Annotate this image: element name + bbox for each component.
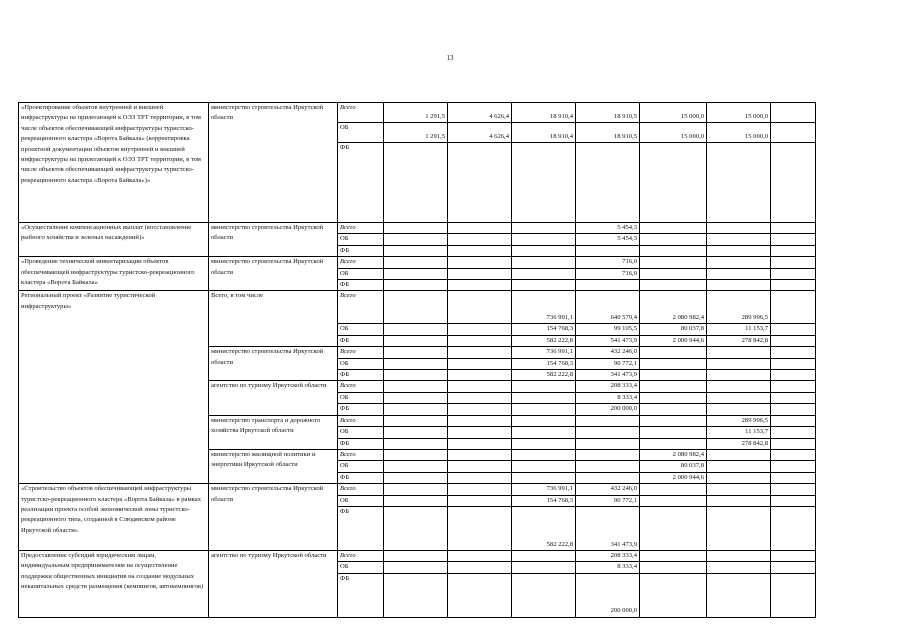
value-cell: 289 996,5 — [707, 415, 771, 426]
funding-source-label: Всего — [340, 450, 356, 458]
event-description: «Осуществление компенсационных выплат (восстановление рыбного хозяйства и зеленых насаждений)» — [19, 223, 209, 257]
value-cell — [640, 392, 707, 403]
value-cell: 18 910,4 — [512, 103, 576, 123]
value-cell — [640, 245, 707, 256]
value-cell — [707, 143, 771, 223]
value-cell: 432 246,0 — [576, 484, 640, 495]
value-cell — [576, 438, 640, 449]
value-cell: 90 772,1 — [576, 495, 640, 506]
value-cell — [512, 257, 576, 268]
responsible-executor: министерство транспорта и дорожного хозяйства Иркутской области — [209, 415, 338, 449]
funding-source-label: Всего — [340, 104, 356, 111]
funding-source — [338, 495, 384, 506]
value-cell — [640, 234, 707, 245]
funding-source — [338, 484, 384, 495]
responsible-executor: министерство строительства Иркутской области — [209, 484, 338, 551]
funding-source — [338, 103, 384, 123]
event-description: «Проектирование объектов внутренней и внешней инфраструктуры на прилегающей к ОЭЗ ТРТ территории, в том числе объектов обеспечивающей инфраструктуры туристско-рекреационного кластера «Ворота Байкала» (корректировка проектной документации объектов внутренней и внешней инфраструктуры на прилегающей к ОЭЗ ТРТ территории, в том числе объектов обеспечивающей инфраструктуры туристско-рекреационного кластера «Ворота Байкала»)» — [19, 103, 209, 223]
table-row — [19, 103, 816, 123]
value-cell — [771, 550, 816, 561]
value-cell — [448, 573, 512, 617]
funding-source-label: ФБ — [340, 574, 349, 582]
funding-source-label: ФБ — [340, 473, 349, 481]
responsible-executor: агентство по туризму Иркутской области — [209, 381, 338, 415]
value-cell — [771, 143, 816, 223]
value-cell — [707, 280, 771, 291]
value-cell — [707, 268, 771, 279]
value-cell — [512, 427, 576, 438]
value-cell — [576, 415, 640, 426]
value-cell — [448, 347, 512, 358]
value-cell: 8 333,4 — [576, 392, 640, 403]
value-cell: 2 000 944,6 — [640, 335, 707, 346]
value-cell — [707, 562, 771, 573]
value-cell — [448, 291, 512, 324]
funding-source-label: ФБ — [340, 405, 349, 413]
value-cell: 208 333,4 — [576, 550, 640, 561]
value-cell — [448, 257, 512, 268]
value-cell — [707, 234, 771, 245]
value-cell — [576, 143, 640, 223]
value-cell — [707, 573, 771, 617]
value-cell — [448, 461, 512, 472]
value-cell — [384, 495, 448, 506]
value-cell: 11 153,7 — [707, 427, 771, 438]
value-cell: 716,0 — [576, 268, 640, 279]
funding-source-label: Всего — [340, 292, 356, 300]
value-cell — [448, 245, 512, 256]
value-cell — [771, 335, 816, 346]
table-row — [19, 223, 816, 234]
value-cell — [771, 103, 816, 123]
funding-source — [338, 472, 384, 483]
funding-source-label: ОБ — [340, 563, 349, 571]
value-cell — [771, 291, 816, 324]
value-cell: 736 991,1 — [512, 484, 576, 495]
value-cell — [512, 573, 576, 617]
value-cell — [707, 506, 771, 550]
value-cell — [384, 324, 448, 335]
value-cell — [707, 550, 771, 561]
value-cell: 640 579,4 — [576, 291, 640, 324]
value-cell — [771, 268, 816, 279]
funding-source-label: ОБ — [340, 393, 349, 401]
value-cell: 18 910,5 — [576, 123, 640, 143]
value-cell — [771, 562, 816, 573]
funding-source-label: ФБ — [340, 371, 349, 379]
value-cell — [384, 234, 448, 245]
value-cell — [771, 573, 816, 617]
funding-source — [338, 257, 384, 268]
value-cell — [448, 392, 512, 403]
funding-source — [338, 415, 384, 426]
funding-source-label: ОБ — [340, 124, 349, 131]
value-cell: 289 996,5 — [707, 291, 771, 324]
value-cell: 278 842,8 — [707, 335, 771, 346]
value-cell — [576, 461, 640, 472]
funding-source-label: Всего — [340, 258, 356, 266]
value-cell — [707, 347, 771, 358]
value-cell — [640, 280, 707, 291]
value-cell — [771, 280, 816, 291]
funding-source — [338, 370, 384, 381]
funding-source-label: ОБ — [340, 325, 349, 333]
funding-source-label: ОБ — [340, 462, 349, 470]
value-cell: 80 037,8 — [640, 324, 707, 335]
value-cell: 4 626,4 — [448, 123, 512, 143]
value-cell — [771, 438, 816, 449]
value-cell — [640, 404, 707, 415]
value-cell — [448, 143, 512, 223]
value-cell — [448, 335, 512, 346]
value-cell — [512, 461, 576, 472]
value-cell — [771, 415, 816, 426]
value-cell: 208 333,4 — [576, 381, 640, 392]
funding-source — [338, 358, 384, 369]
value-cell — [771, 358, 816, 369]
value-cell — [771, 404, 816, 415]
value-cell — [384, 143, 448, 223]
funding-source — [338, 404, 384, 415]
value-cell — [512, 280, 576, 291]
value-cell: 154 768,3 — [512, 495, 576, 506]
value-cell: 2 080 982,4 — [640, 449, 707, 460]
value-cell — [640, 495, 707, 506]
funding-source — [338, 223, 384, 234]
value-cell — [512, 449, 576, 460]
value-cell — [771, 123, 816, 143]
value-cell — [384, 245, 448, 256]
value-cell — [640, 438, 707, 449]
value-cell — [384, 438, 448, 449]
funding-source-label: ОБ — [340, 269, 349, 277]
value-cell — [640, 427, 707, 438]
funding-source-label: ФБ — [340, 281, 349, 289]
funding-source — [338, 449, 384, 460]
value-cell: 15 000,0 — [707, 123, 771, 143]
value-cell: 11 153,7 — [707, 324, 771, 335]
responsible-executor: министерство строительства Иркутской области — [209, 223, 338, 257]
value-cell — [448, 495, 512, 506]
value-cell — [640, 573, 707, 617]
value-cell: 200 000,0 — [576, 404, 640, 415]
value-cell — [448, 427, 512, 438]
value-cell — [384, 223, 448, 234]
value-cell — [640, 143, 707, 223]
value-cell: 200 000,0 — [576, 573, 640, 617]
value-cell — [384, 370, 448, 381]
value-cell — [771, 427, 816, 438]
value-cell — [640, 370, 707, 381]
value-cell: 736 991,1 — [512, 347, 576, 358]
value-cell: 18 910,5 — [576, 103, 640, 123]
value-cell — [707, 370, 771, 381]
value-cell — [512, 562, 576, 573]
funding-source-label: Всего — [340, 224, 356, 231]
value-cell — [576, 472, 640, 483]
value-cell — [384, 506, 448, 550]
funding-source-label: ФБ — [340, 336, 349, 344]
value-cell — [448, 472, 512, 483]
value-cell — [771, 324, 816, 335]
funding-source-label: Всего — [340, 382, 356, 390]
value-cell — [771, 472, 816, 483]
value-cell — [448, 381, 512, 392]
responsible-executor: министерство строительства Иркутской области — [209, 103, 338, 223]
value-cell — [384, 415, 448, 426]
funding-source — [338, 347, 384, 358]
value-cell: 716,0 — [576, 257, 640, 268]
funding-source — [338, 234, 384, 245]
funding-source — [338, 573, 384, 617]
value-cell: 154 768,3 — [512, 324, 576, 335]
value-cell — [771, 234, 816, 245]
value-cell — [448, 562, 512, 573]
value-cell — [707, 392, 771, 403]
value-cell — [448, 268, 512, 279]
value-cell — [448, 280, 512, 291]
value-cell: 5 454,3 — [576, 234, 640, 245]
value-cell — [512, 550, 576, 561]
funding-source — [338, 550, 384, 561]
table-row — [19, 484, 816, 495]
value-cell — [512, 234, 576, 245]
budget-table — [18, 102, 816, 618]
value-cell — [707, 472, 771, 483]
value-cell — [448, 550, 512, 561]
value-cell — [384, 280, 448, 291]
value-cell — [640, 381, 707, 392]
value-cell — [448, 234, 512, 245]
funding-source-label: ОБ — [340, 359, 349, 367]
value-cell — [448, 404, 512, 415]
event-description: «Проведение технической инвентаризации объектов обеспечивающей инфраструктуры туристско-рекреационного кластера «Ворота Байкала» — [19, 257, 209, 291]
value-cell: 582 222,8 — [512, 370, 576, 381]
value-cell — [384, 392, 448, 403]
value-cell: 90 772,1 — [576, 358, 640, 369]
value-cell — [448, 324, 512, 335]
responsible-executor: агентство по туризму Иркутской области — [209, 550, 338, 617]
funding-source — [338, 438, 384, 449]
value-cell: 15 000,0 — [640, 103, 707, 123]
funding-source — [338, 324, 384, 335]
value-cell: 2 000 944,6 — [640, 472, 707, 483]
value-cell — [448, 358, 512, 369]
value-cell — [707, 461, 771, 472]
funding-source — [338, 268, 384, 279]
funding-source — [338, 381, 384, 392]
value-cell: 5 454,3 — [576, 223, 640, 234]
value-cell: 2 080 982,4 — [640, 291, 707, 324]
funding-source-label: ФБ — [340, 246, 349, 254]
value-cell — [771, 347, 816, 358]
value-cell — [771, 257, 816, 268]
funding-source-label: ОБ — [340, 235, 349, 243]
value-cell — [384, 449, 448, 460]
value-cell — [640, 415, 707, 426]
value-cell — [448, 438, 512, 449]
value-cell — [512, 245, 576, 256]
value-cell — [384, 257, 448, 268]
value-cell: 15 000,0 — [640, 123, 707, 143]
value-cell: 154 768,3 — [512, 358, 576, 369]
value-cell — [512, 143, 576, 223]
funding-source-label: ОБ — [340, 496, 349, 504]
value-cell — [640, 550, 707, 561]
event-description: Предоставление субсидий юридическим лицам, индивидуальным предпринимателям на осуществление поддержки общественных инициатив на создание модульных некапитальных средств размещения (кемпингов, автокемпингов) — [19, 550, 209, 617]
funding-source — [338, 562, 384, 573]
value-cell — [384, 404, 448, 415]
funding-source — [338, 291, 384, 324]
funding-source-label: ФБ — [340, 439, 349, 447]
value-cell — [576, 280, 640, 291]
value-cell: 341 473,9 — [576, 370, 640, 381]
funding-source — [338, 123, 384, 143]
value-cell: 4 626,4 — [448, 103, 512, 123]
value-cell — [384, 427, 448, 438]
value-cell — [512, 404, 576, 415]
value-cell: 278 842,8 — [707, 438, 771, 449]
table-row — [19, 257, 816, 268]
funding-source — [338, 506, 384, 550]
value-cell — [707, 449, 771, 460]
value-cell — [640, 358, 707, 369]
value-cell — [771, 484, 816, 495]
value-cell — [707, 495, 771, 506]
value-cell — [512, 223, 576, 234]
value-cell — [448, 449, 512, 460]
page-number: 13 — [446, 54, 454, 62]
value-cell — [771, 495, 816, 506]
value-cell — [640, 223, 707, 234]
value-cell — [771, 223, 816, 234]
funding-source-label: Всего — [340, 485, 356, 493]
value-cell — [384, 347, 448, 358]
value-cell — [707, 245, 771, 256]
table-row — [19, 550, 816, 561]
value-cell — [384, 358, 448, 369]
funding-source — [338, 335, 384, 346]
funding-source — [338, 461, 384, 472]
value-cell — [707, 257, 771, 268]
event-description: Региональный проект «Развитие туристической инфраструктуры» — [19, 291, 209, 484]
value-cell — [576, 245, 640, 256]
value-cell — [384, 550, 448, 561]
value-cell — [640, 257, 707, 268]
value-cell — [384, 472, 448, 483]
value-cell — [771, 392, 816, 403]
value-cell — [448, 506, 512, 550]
value-cell: 341 473,9 — [576, 506, 640, 550]
value-cell — [707, 484, 771, 495]
value-cell — [512, 472, 576, 483]
funding-source-label: Всего — [340, 348, 356, 356]
value-cell — [448, 223, 512, 234]
value-cell — [576, 427, 640, 438]
value-cell — [640, 506, 707, 550]
value-cell: 736 991,1 — [512, 291, 576, 324]
value-cell: 432 246,0 — [576, 347, 640, 358]
value-cell: 8 333,4 — [576, 562, 640, 573]
value-cell — [707, 358, 771, 369]
value-cell: 582 222,8 — [512, 335, 576, 346]
value-cell — [384, 573, 448, 617]
funding-source-label: ОБ — [340, 428, 349, 436]
value-cell — [771, 449, 816, 460]
funding-source — [338, 427, 384, 438]
funding-source — [338, 245, 384, 256]
value-cell — [384, 291, 448, 324]
value-cell — [384, 335, 448, 346]
value-cell: 99 105,5 — [576, 324, 640, 335]
value-cell — [448, 484, 512, 495]
value-cell — [448, 370, 512, 381]
responsible-executor: министерство строительства Иркутской области — [209, 347, 338, 381]
value-cell: 15 000,0 — [707, 103, 771, 123]
value-cell — [640, 562, 707, 573]
value-cell — [576, 449, 640, 460]
value-cell — [771, 381, 816, 392]
value-cell — [384, 381, 448, 392]
funding-source-label: ФБ — [340, 144, 349, 151]
funding-source — [338, 143, 384, 223]
value-cell — [384, 268, 448, 279]
value-cell — [771, 370, 816, 381]
value-cell — [384, 484, 448, 495]
value-cell: 80 037,8 — [640, 461, 707, 472]
table-row — [19, 291, 816, 324]
value-cell: 582 222,8 — [512, 506, 576, 550]
responsible-executor: министерство строительства Иркутской области — [209, 257, 338, 291]
event-description: «Строительство объектов обеспечивающей инфраструктуры туристско-рекреационного кластера «Ворота Байкала» в рамках реализации проекта особой экономической зоны туристско-рекреационного типа, созданной в Слюдянском районе Иркутской области» — [19, 484, 209, 551]
value-cell — [707, 381, 771, 392]
value-cell — [640, 484, 707, 495]
value-cell: 18 910,4 — [512, 123, 576, 143]
value-cell — [640, 347, 707, 358]
value-cell — [707, 223, 771, 234]
funding-source — [338, 280, 384, 291]
value-cell — [512, 381, 576, 392]
value-cell — [512, 415, 576, 426]
funding-source-label: ФБ — [340, 507, 349, 515]
value-cell: 1 291,5 — [384, 123, 448, 143]
value-cell — [640, 268, 707, 279]
responsible-executor: Всего, в том числе — [209, 291, 338, 347]
funding-source-label: Всего — [340, 551, 356, 559]
value-cell — [512, 438, 576, 449]
value-cell — [448, 415, 512, 426]
value-cell — [771, 245, 816, 256]
value-cell — [512, 392, 576, 403]
value-cell: 541 473,9 — [576, 335, 640, 346]
value-cell — [384, 461, 448, 472]
value-cell: 1 291,5 — [384, 103, 448, 123]
value-cell — [771, 506, 816, 550]
value-cell — [512, 268, 576, 279]
value-cell — [384, 562, 448, 573]
value-cell — [707, 404, 771, 415]
funding-source — [338, 392, 384, 403]
funding-source-label: Всего — [340, 416, 356, 424]
responsible-executor: министерство жилищной политики и энергетики Иркутской области — [209, 449, 338, 483]
value-cell — [771, 461, 816, 472]
